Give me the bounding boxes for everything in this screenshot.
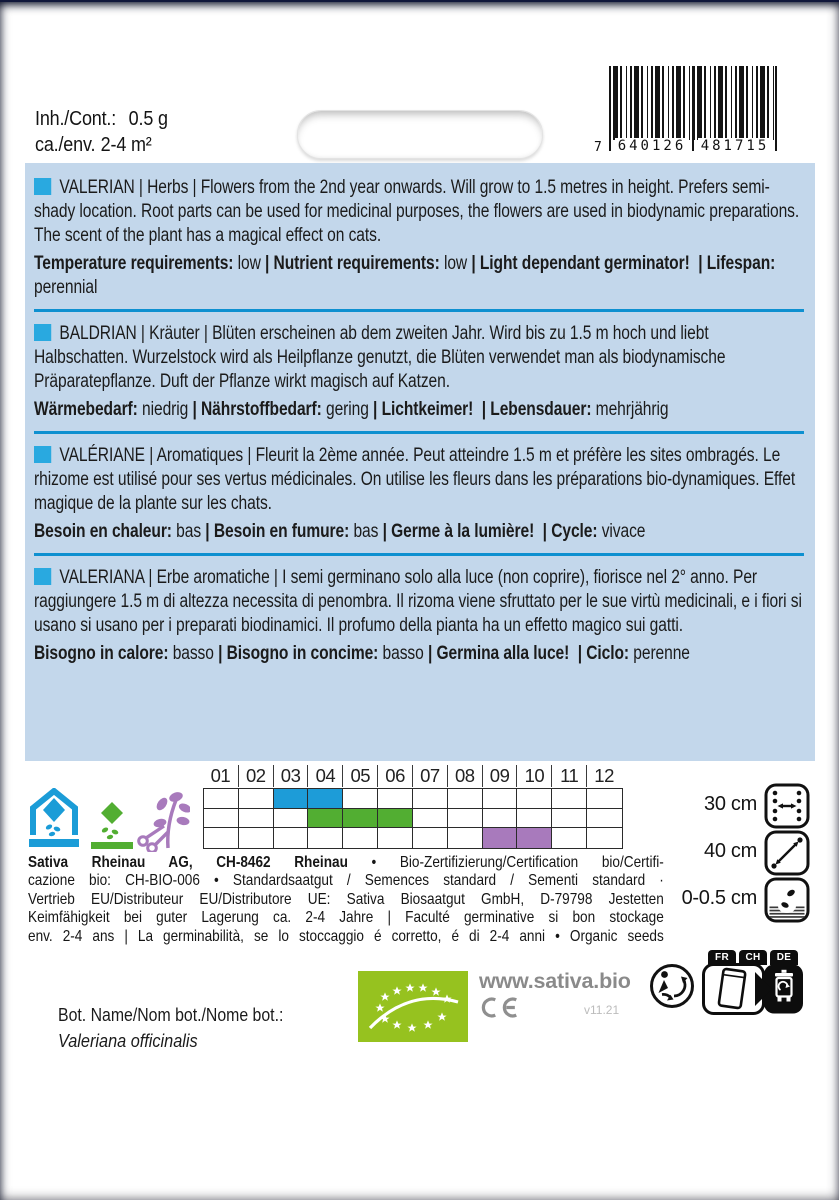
description-panel-content	[34, 176, 804, 666]
calendar-cell-direct-sowing-07	[413, 809, 448, 829]
fact-label: | Light dependant germinator! | Lifespan:	[471, 253, 776, 274]
month-label-06: 06	[377, 765, 412, 787]
section-text: BALDRIAN | Kräuter | Blüten erscheinen ab dem zweiten Jahr. Wird bis zu 1.5 m hoch und liebt Halbschatten. Wurzelstock wird als Heilpflanze genutzt, die Blüten verwendet man als biodynamische Präparatepflanze. Duft der Pflanze wirkt magisch auf Katzen.	[34, 323, 726, 392]
blue-square-icon	[34, 178, 51, 195]
sowing-calendar-grid	[203, 788, 623, 849]
calendar-cell-harvest-01	[204, 828, 239, 848]
month-label-05: 05	[342, 765, 377, 787]
section-text: VALERIANA | Erbe aromatiche | I semi germinano solo alla luce (non coprire), fiorisce nel 2° anno. Per raggiungere 1.5 m di altezza necessita di penombra. Il rizoma viene sfruttato per le sue virtù medicinali, e i fiori si usano si usano per i preparati biodinamici. Il profumo della pianta ha un effetto magico sui gatti.	[34, 567, 802, 636]
calendar-cell-harvest-05	[343, 828, 378, 848]
calendar-month-header	[203, 765, 621, 787]
disposal-pictogram	[702, 963, 804, 1016]
fact-value: niedrig	[137, 399, 193, 420]
fact-value: low	[439, 253, 472, 274]
fact-label: Wärmebedarf:	[34, 399, 138, 420]
content-label: Inh./Cont.:	[35, 108, 117, 130]
barcode-digits-right: 481715	[698, 138, 772, 154]
section-facts	[34, 252, 804, 300]
calendar-cell-direct-sowing-11	[552, 809, 587, 829]
tab-fr: FR	[708, 950, 736, 965]
fact-value: perennial	[34, 253, 780, 298]
month-label-12: 12	[586, 765, 621, 787]
barcode-lead-digit: 7	[594, 140, 602, 155]
calendar-cell-direct-sowing-10	[517, 809, 552, 829]
calendar-cell-harvest-02	[239, 828, 274, 848]
company-line: cazione bio: CH-BIO-006 • Standardsaatgut / Semences standard / Sementi standard ·	[28, 872, 664, 890]
version-label: v11.21	[584, 1003, 620, 1017]
section-facts	[34, 520, 804, 544]
calendar-cell-greenhouse-sowing-11	[552, 789, 587, 809]
greenhouse-sowing-icon	[28, 788, 80, 850]
month-label-07: 07	[412, 765, 447, 787]
calendar-cell-harvest-08	[448, 828, 483, 848]
botanical-name: Valeriana officinalis	[58, 1030, 198, 1051]
fact-label: | Germe à la lumière! | Cycle:	[382, 521, 598, 542]
triman-recycling-icon	[648, 962, 696, 1010]
sowing-depth-icon	[764, 877, 810, 923]
calendar-cell-greenhouse-sowing-12	[587, 789, 622, 809]
disposal-label	[702, 950, 804, 1016]
month-label-04: 04	[307, 765, 342, 787]
month-label-09: 09	[482, 765, 517, 787]
company-line: Keimfähigkeit bei guter Lagerung ca. 2-4 Jahre | Faculté germinative si bon stockage	[28, 909, 664, 927]
section-facts	[34, 398, 804, 422]
tab-ch: CH	[739, 950, 767, 965]
section-divider	[34, 309, 804, 312]
row-spacing-value: 30 cm	[704, 793, 757, 815]
fact-label: | Lichtkeimer! | Lebensdauer:	[373, 399, 592, 420]
company-line	[28, 854, 664, 872]
section-facts	[34, 642, 804, 666]
ce-mark	[480, 997, 522, 1018]
barcode-digits-left: 640126	[615, 138, 689, 154]
blue-square-icon	[34, 446, 51, 463]
company-info	[28, 854, 664, 946]
fact-label: | Germina alla luce! | Ciclo:	[427, 643, 630, 664]
calendar-cell-direct-sowing-08	[448, 809, 483, 829]
company-lines	[28, 872, 664, 946]
direct-sowing-icon	[90, 800, 134, 850]
fact-value: gering	[321, 399, 374, 420]
calendar-cell-harvest-03	[274, 828, 309, 848]
calendar-cell-harvest-06	[378, 828, 413, 848]
fact-label: Besoin en chaleur:	[34, 521, 172, 542]
fact-label: | Nutrient requirements:	[265, 253, 440, 274]
section-french	[34, 444, 804, 544]
fact-value: vivace	[597, 521, 646, 542]
plant-spacing-icon	[764, 830, 810, 876]
fact-value: bas	[349, 521, 383, 542]
section-body	[34, 566, 804, 638]
fact-value: • Bio-Zertifizierung/Certification bio/Certifi-	[347, 854, 664, 871]
eu-organic-logo	[358, 971, 468, 1042]
calendar-cell-direct-sowing-02	[239, 809, 274, 829]
calendar-cell-harvest-10	[517, 828, 552, 848]
section-english	[34, 176, 804, 300]
fact-label: Temperature requirements:	[34, 253, 234, 274]
barcode	[594, 66, 777, 158]
calendar-cell-greenhouse-sowing-03	[274, 789, 309, 809]
fact-value: mehrjährig	[591, 399, 669, 420]
fact-value: bas	[171, 521, 206, 542]
calendar-cell-greenhouse-sowing-05	[343, 789, 378, 809]
section-body	[34, 176, 804, 248]
harvest-icon	[136, 790, 190, 852]
blue-square-icon	[34, 324, 51, 341]
fact-label: | Besoin en fumure:	[205, 521, 350, 542]
company-line: env. 2-4 ans | La germinabilità, se lo stoccaggio é corretto, é di 2-4 anni • Organic seeds	[28, 927, 664, 945]
section-body	[34, 444, 804, 516]
calendar-cell-greenhouse-sowing-10	[517, 789, 552, 809]
section-text: VALERIAN | Herbs | Flowers from the 2nd year onwards. Will grow to 1.5 metres in height. Prefers semi-shady location. Root parts can be used for medicinal purposes, the flowers are used in biodynamic preparations. The scent of the plant has a magical effect on cats.	[34, 177, 800, 246]
calendar-cell-direct-sowing-01	[204, 809, 239, 829]
month-label-11: 11	[551, 765, 586, 787]
calendar-cell-direct-sowing-03	[274, 809, 309, 829]
section-divider	[34, 553, 804, 556]
calendar-cell-harvest-12	[587, 828, 622, 848]
fact-value: low	[233, 253, 266, 274]
content-value: 0.5 g	[128, 108, 168, 130]
coverage-label: ca./env.	[35, 134, 96, 156]
fact-value: perenne	[629, 643, 690, 664]
barcode-guard	[775, 66, 777, 151]
fact-label: | Bisogno in concime:	[218, 643, 379, 664]
section-german	[34, 322, 804, 422]
tab-de: DE	[770, 950, 798, 965]
barcode-guard	[609, 66, 611, 151]
calendar-cell-direct-sowing-09	[483, 809, 518, 829]
row-spacing-icon	[764, 783, 810, 829]
website-url: www.sativa.bio	[479, 969, 631, 993]
calendar-cell-greenhouse-sowing-06	[378, 789, 413, 809]
month-label-02: 02	[238, 765, 273, 787]
content-info	[35, 106, 323, 158]
botanical-name-block	[58, 1002, 322, 1054]
coverage-value: 2-4 m²	[100, 134, 152, 156]
calendar-cell-greenhouse-sowing-07	[413, 789, 448, 809]
month-label-08: 08	[447, 765, 482, 787]
calendar-cell-harvest-09	[483, 828, 518, 848]
month-label-03: 03	[273, 765, 308, 787]
fact-label: Bisogno in calore:	[34, 643, 169, 664]
description-panel	[25, 163, 815, 761]
calendar-cell-harvest-07	[413, 828, 448, 848]
calendar-cell-harvest-04	[308, 828, 343, 848]
fact-value: basso	[378, 643, 428, 664]
plant-spacing-value: 40 cm	[704, 840, 757, 862]
calendar-cell-direct-sowing-12	[587, 809, 622, 829]
section-body	[34, 322, 804, 394]
calendar-cell-greenhouse-sowing-02	[239, 789, 274, 809]
botanical-name-label: Bot. Name/Nom bot./Nome bot.:	[58, 1005, 284, 1025]
calendar-cell-greenhouse-sowing-01	[204, 789, 239, 809]
sowing-depth-value: 0-0.5 cm	[681, 887, 757, 909]
fact-value: basso	[168, 643, 219, 664]
section-divider	[34, 431, 804, 434]
calendar-cell-direct-sowing-04	[308, 809, 343, 829]
company-line: Vertrieb EU/Distributeur EU/Distributore UE: Sativa Biosaatgut GmbH, D-79798 Jestetten	[28, 890, 664, 908]
month-label-01: 01	[210, 765, 231, 786]
calendar-cell-direct-sowing-06	[378, 809, 413, 829]
calendar-cell-greenhouse-sowing-04	[308, 789, 343, 809]
fact-label: | Nährstoffbedarf:	[192, 399, 322, 420]
section-text: VALÉRIANE | Aromatiques | Fleurit la 2ème année. Peut atteindre 1.5 m et préfère les sites ombragés. Le rhizome est utilisé pour ses vertus médicinales. On utilise les fleurs dans les préparations bio-dynamiques. Effet magique de la plante sur les chats.	[34, 445, 796, 514]
hanging-slot	[297, 110, 543, 159]
calendar-cell-greenhouse-sowing-09	[483, 789, 518, 809]
content-line	[35, 106, 323, 132]
calendar-cell-direct-sowing-05	[343, 809, 378, 829]
calendar-cell-greenhouse-sowing-08	[448, 789, 483, 809]
barcode-guard	[692, 66, 694, 151]
section-italian	[34, 566, 804, 666]
calendar-cell-harvest-11	[552, 828, 587, 848]
disposal-country-tabs	[702, 950, 804, 965]
coverage-line	[35, 132, 323, 158]
fact-label: Sativa Rheinau AG, CH-8462 Rheinau	[28, 854, 348, 871]
month-label-10: 10	[516, 765, 551, 787]
blue-square-icon	[34, 568, 51, 585]
